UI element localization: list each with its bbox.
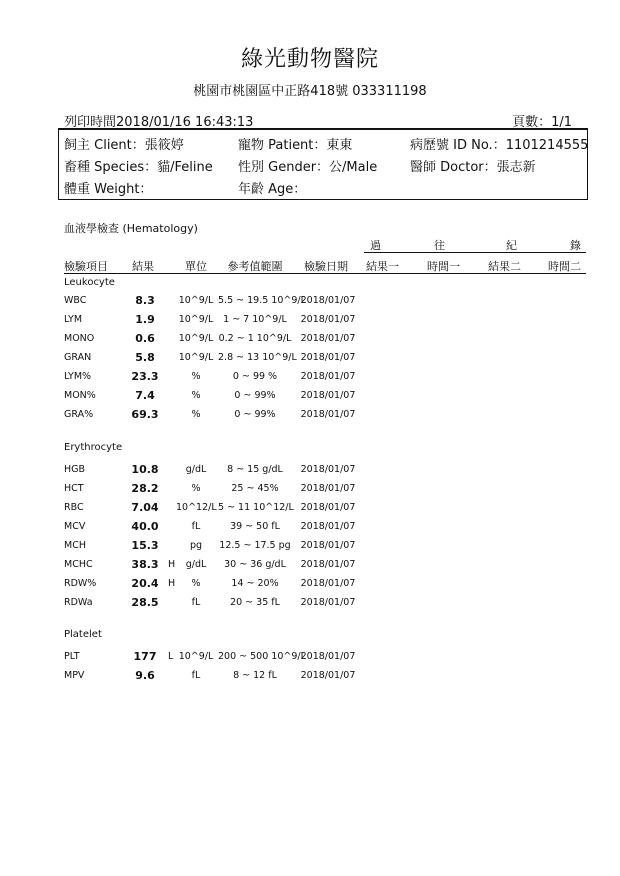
range-cell: 30 ~ 36 g/dL — [224, 559, 286, 570]
page-number: 頁數：1/1 — [512, 115, 572, 130]
range-cell: 8 ~ 15 g/dL — [227, 464, 283, 475]
group-label: Leukocyte — [64, 277, 115, 288]
date-cell: 2018/01/07 — [300, 540, 356, 551]
col-header-time-2: 時間二 — [548, 260, 581, 273]
flag-cell: H — [168, 578, 176, 589]
date-cell: 2018/01/07 — [300, 559, 356, 570]
date-cell: 2018/01/07 — [300, 409, 356, 420]
col-header-item: 檢驗項目 — [64, 260, 108, 273]
range-cell: 8 ~ 12 fL — [233, 670, 277, 681]
result-cell: 28.2 — [131, 482, 159, 495]
range-cell: 0 ~ 99 % — [232, 371, 278, 382]
history-header-1: 過 — [370, 239, 381, 252]
history-divider — [364, 252, 586, 253]
col-header-date: 檢驗日期 — [304, 260, 348, 273]
clinic-name: 綠光動物醫院 — [240, 47, 379, 72]
result-cell: 8.3 — [135, 294, 155, 307]
date-cell: 2018/01/07 — [300, 670, 356, 681]
result-cell: 28.5 — [131, 596, 159, 609]
result-cell: 40.0 — [131, 520, 159, 533]
item-cell: WBC — [64, 295, 87, 306]
date-cell: 2018/01/07 — [300, 314, 356, 325]
result-cell: 9.6 — [135, 669, 155, 682]
date-cell: 2018/01/07 — [300, 295, 356, 306]
item-cell: MONO — [64, 333, 95, 344]
result-cell: 20.4 — [131, 577, 159, 590]
unit-cell: pg — [189, 540, 203, 551]
item-cell: LYM — [64, 314, 83, 325]
item-cell: GRA% — [64, 409, 94, 420]
col-header-range: 參考值範圍 — [227, 260, 283, 273]
range-cell: 0.2 ~ 1 10^9/L — [218, 333, 292, 344]
range-cell: 5.5 ~ 19.5 10^9/L — [218, 295, 306, 306]
unit-cell: fL — [191, 670, 201, 681]
item-cell: MCV — [64, 521, 86, 532]
item-cell: MCHC — [64, 559, 93, 570]
col-header-result: 結果 — [132, 260, 154, 273]
age-field: 年齡 Age： — [238, 182, 307, 197]
result-cell: 15.3 — [131, 539, 159, 552]
group-label: Erythrocyte — [64, 442, 123, 453]
date-cell: 2018/01/07 — [300, 651, 356, 662]
date-cell: 2018/01/07 — [300, 464, 356, 475]
species-field: 畜種 Species：貓/Feline — [64, 160, 213, 175]
range-cell: 5 ~ 11 10^12/L — [218, 502, 294, 513]
result-cell: 10.8 — [131, 463, 159, 476]
range-cell: 25 ~ 45% — [231, 483, 279, 494]
item-cell: HCT — [64, 483, 84, 494]
unit-cell: 10^9/L — [178, 651, 214, 662]
unit-cell: fL — [191, 521, 201, 532]
result-cell: 7.4 — [135, 389, 155, 402]
client-field: 飼主 Client：張筱婷 — [64, 138, 184, 153]
unit-cell: % — [191, 578, 201, 589]
flag-cell: H — [168, 559, 176, 570]
date-cell: 2018/01/07 — [300, 371, 356, 382]
date-cell: 2018/01/07 — [300, 578, 356, 589]
print-time: 列印時間2018/01/16 16:43:13 — [64, 115, 254, 130]
item-cell: RDW% — [64, 578, 97, 589]
range-cell: 2.8 ~ 13 10^9/L — [218, 352, 297, 363]
item-cell: RBC — [64, 502, 84, 513]
date-cell: 2018/01/07 — [300, 483, 356, 494]
result-cell: 7.04 — [131, 501, 159, 514]
date-cell: 2018/01/07 — [300, 333, 356, 344]
result-cell: 38.3 — [131, 558, 159, 571]
history-header-2: 往 — [434, 239, 445, 252]
footer-smudge — [230, 850, 282, 865]
clinic-address: 桃園市桃園區中正路418號 033311198 — [193, 84, 427, 99]
unit-cell: % — [191, 390, 201, 401]
item-cell: PLT — [64, 651, 80, 662]
col-header-time-1: 時間一 — [427, 260, 460, 273]
date-cell: 2018/01/07 — [300, 597, 356, 608]
unit-cell: 10^9/L — [178, 314, 214, 325]
history-header-3: 紀 — [506, 239, 517, 252]
unit-cell: % — [191, 371, 201, 382]
result-cell: 69.3 — [131, 408, 159, 421]
unit-cell: 10^9/L — [178, 333, 214, 344]
range-cell: 0 ~ 99% — [234, 409, 276, 420]
result-cell: 0.6 — [135, 332, 155, 345]
record-id-field: 病歷號 ID No.：1101214555 — [410, 138, 589, 153]
patient-field: 寵物 Patient：東東 — [238, 138, 353, 153]
group-label: Platelet — [64, 629, 102, 640]
unit-cell: 10^9/L — [178, 352, 214, 363]
unit-cell: 10^9/L — [178, 295, 214, 306]
item-cell: MCH — [64, 540, 86, 551]
range-cell: 1 ~ 7 10^9/L — [223, 314, 287, 325]
col-header-result-1: 結果一 — [366, 260, 399, 273]
range-cell: 14 ~ 20% — [231, 578, 279, 589]
unit-cell: 10^12/L — [176, 502, 217, 513]
item-cell: RDWa — [64, 597, 93, 608]
unit-cell: fL — [191, 597, 201, 608]
unit-cell: % — [191, 483, 201, 494]
date-cell: 2018/01/07 — [300, 502, 356, 513]
weight-field: 體重 Weight： — [64, 182, 153, 197]
item-cell: MPV — [64, 670, 85, 681]
range-cell: 0 ~ 99% — [234, 390, 276, 401]
item-cell: LYM% — [64, 371, 92, 382]
item-cell: HGB — [64, 464, 86, 475]
range-cell: 20 ~ 35 fL — [230, 597, 280, 608]
result-cell: 23.3 — [131, 370, 159, 383]
date-cell: 2018/01/07 — [300, 521, 356, 532]
item-cell: MON% — [64, 390, 96, 401]
result-cell: 5.8 — [135, 351, 155, 364]
range-cell: 12.5 ~ 17.5 pg — [219, 540, 291, 551]
unit-cell: g/dL — [185, 559, 207, 570]
history-header-4: 錄 — [570, 239, 581, 252]
date-cell: 2018/01/07 — [300, 390, 356, 401]
range-cell: 200 ~ 500 10^9/L — [218, 651, 306, 662]
unit-cell: % — [191, 409, 201, 420]
result-cell: 1.9 — [135, 313, 155, 326]
header-divider — [64, 273, 586, 274]
result-cell: 177 — [133, 650, 157, 663]
col-header-unit: 單位 — [185, 260, 207, 273]
flag-cell: L — [168, 651, 174, 662]
range-cell: 39 ~ 50 fL — [230, 521, 280, 532]
date-cell: 2018/01/07 — [300, 352, 356, 363]
item-cell: GRAN — [64, 352, 92, 363]
section-title: 血液學檢查 (Hematology) — [64, 222, 198, 235]
col-header-result-2: 結果二 — [488, 260, 521, 273]
doctor-field: 醫師 Doctor：張志新 — [410, 160, 536, 175]
gender-field: 性別 Gender：公/Male — [238, 160, 378, 175]
unit-cell: g/dL — [185, 464, 207, 475]
